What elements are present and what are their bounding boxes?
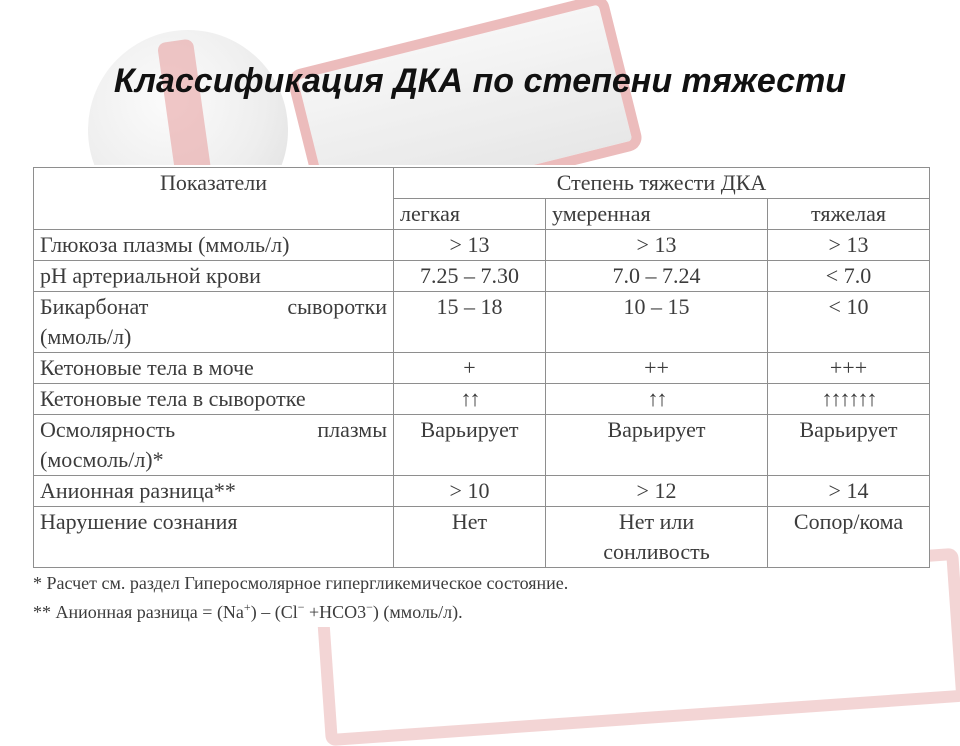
footnote-superscript: − bbox=[297, 600, 305, 614]
cell-mild: Варьирует bbox=[394, 415, 546, 476]
cell-moderate: Варьирует bbox=[546, 415, 768, 476]
table-row bbox=[34, 507, 930, 568]
footnote-superscript: − bbox=[366, 600, 373, 614]
table-row bbox=[34, 261, 930, 292]
cell-mild: Нет bbox=[394, 507, 546, 568]
cell-moderate: 7.0 – 7.24 bbox=[546, 261, 768, 292]
table-row bbox=[34, 476, 930, 507]
cell-severe: +++ bbox=[768, 353, 930, 384]
row-label-word: сыворотки bbox=[287, 294, 387, 319]
table-row bbox=[34, 230, 930, 261]
cell-severe: ↑↑↑↑↑↑ bbox=[768, 384, 930, 415]
table-row bbox=[34, 384, 930, 415]
row-label: Нарушение сознания bbox=[34, 507, 394, 568]
row-label: Глюкоза плазмы (ммоль/л) bbox=[34, 230, 394, 261]
footnote-osmolarity: * Расчет см. раздел Гиперосмолярное гипергликемическое состояние. bbox=[33, 573, 569, 593]
cell-severe: Варьирует bbox=[768, 415, 930, 476]
row-label: pH артериальной крови bbox=[34, 261, 394, 292]
footnote-text: ** Анионная разница = (Na bbox=[33, 602, 244, 622]
cell-moderate: ++ bbox=[546, 353, 768, 384]
cell-severe: > 14 bbox=[768, 476, 930, 507]
severity-moderate: умеренная bbox=[546, 199, 768, 230]
cell-mild: + bbox=[394, 353, 546, 384]
footnotes bbox=[33, 571, 923, 624]
footnote-text: +HCO3 bbox=[304, 602, 367, 622]
cell-severe: > 13 bbox=[768, 230, 930, 261]
cell-moderate: > 12 bbox=[546, 476, 768, 507]
cell-mild: > 13 bbox=[394, 230, 546, 261]
footnote-text: ) – (Cl bbox=[250, 602, 298, 622]
dka-severity-table bbox=[33, 167, 930, 568]
severity-severe: тяжелая bbox=[768, 199, 930, 230]
header-parameters: Показатели bbox=[34, 168, 394, 230]
severity-mild: легкая bbox=[394, 199, 546, 230]
cell-moderate: > 13 bbox=[546, 230, 768, 261]
row-label bbox=[34, 415, 394, 476]
classification-table-card bbox=[30, 165, 930, 627]
row-label-word: плазмы bbox=[317, 417, 387, 442]
cell-severe: Сопор/кома bbox=[768, 507, 930, 568]
row-label-word: Осмолярность bbox=[40, 417, 176, 442]
row-label bbox=[34, 292, 394, 353]
cell-severe: < 10 bbox=[768, 292, 930, 353]
header-severity: Степень тяжести ДКА bbox=[394, 168, 930, 199]
table-header-row bbox=[34, 168, 930, 199]
cell-moderate: 10 – 15 bbox=[546, 292, 768, 353]
table-row bbox=[34, 353, 930, 384]
footnote-anion-gap bbox=[33, 595, 923, 624]
cell-moderate: Нет или сонливость bbox=[546, 507, 768, 568]
cell-mild: 7.25 – 7.30 bbox=[394, 261, 546, 292]
table-row bbox=[34, 292, 930, 353]
slide-title: Классификация ДКА по степени тяжести bbox=[113, 62, 847, 100]
row-label: Анионная разница** bbox=[34, 476, 394, 507]
row-label-line2: (ммоль/л) bbox=[40, 324, 132, 349]
row-label-line2: (мосмоль/л)* bbox=[40, 447, 164, 472]
cell-mild: ↑↑ bbox=[394, 384, 546, 415]
cell-moderate: ↑↑ bbox=[546, 384, 768, 415]
footnote-superscript: + bbox=[243, 600, 251, 614]
cell-mild: > 10 bbox=[394, 476, 546, 507]
row-label: Кетоновые тела в сыворотке bbox=[34, 384, 394, 415]
table-row bbox=[34, 415, 930, 476]
row-label: Кетоновые тела в моче bbox=[34, 353, 394, 384]
cell-severe: < 7.0 bbox=[768, 261, 930, 292]
cell-mild: 15 – 18 bbox=[394, 292, 546, 353]
row-label-word: Бикарбонат bbox=[40, 294, 149, 319]
footnote-text: ) (ммоль/л). bbox=[372, 602, 463, 622]
